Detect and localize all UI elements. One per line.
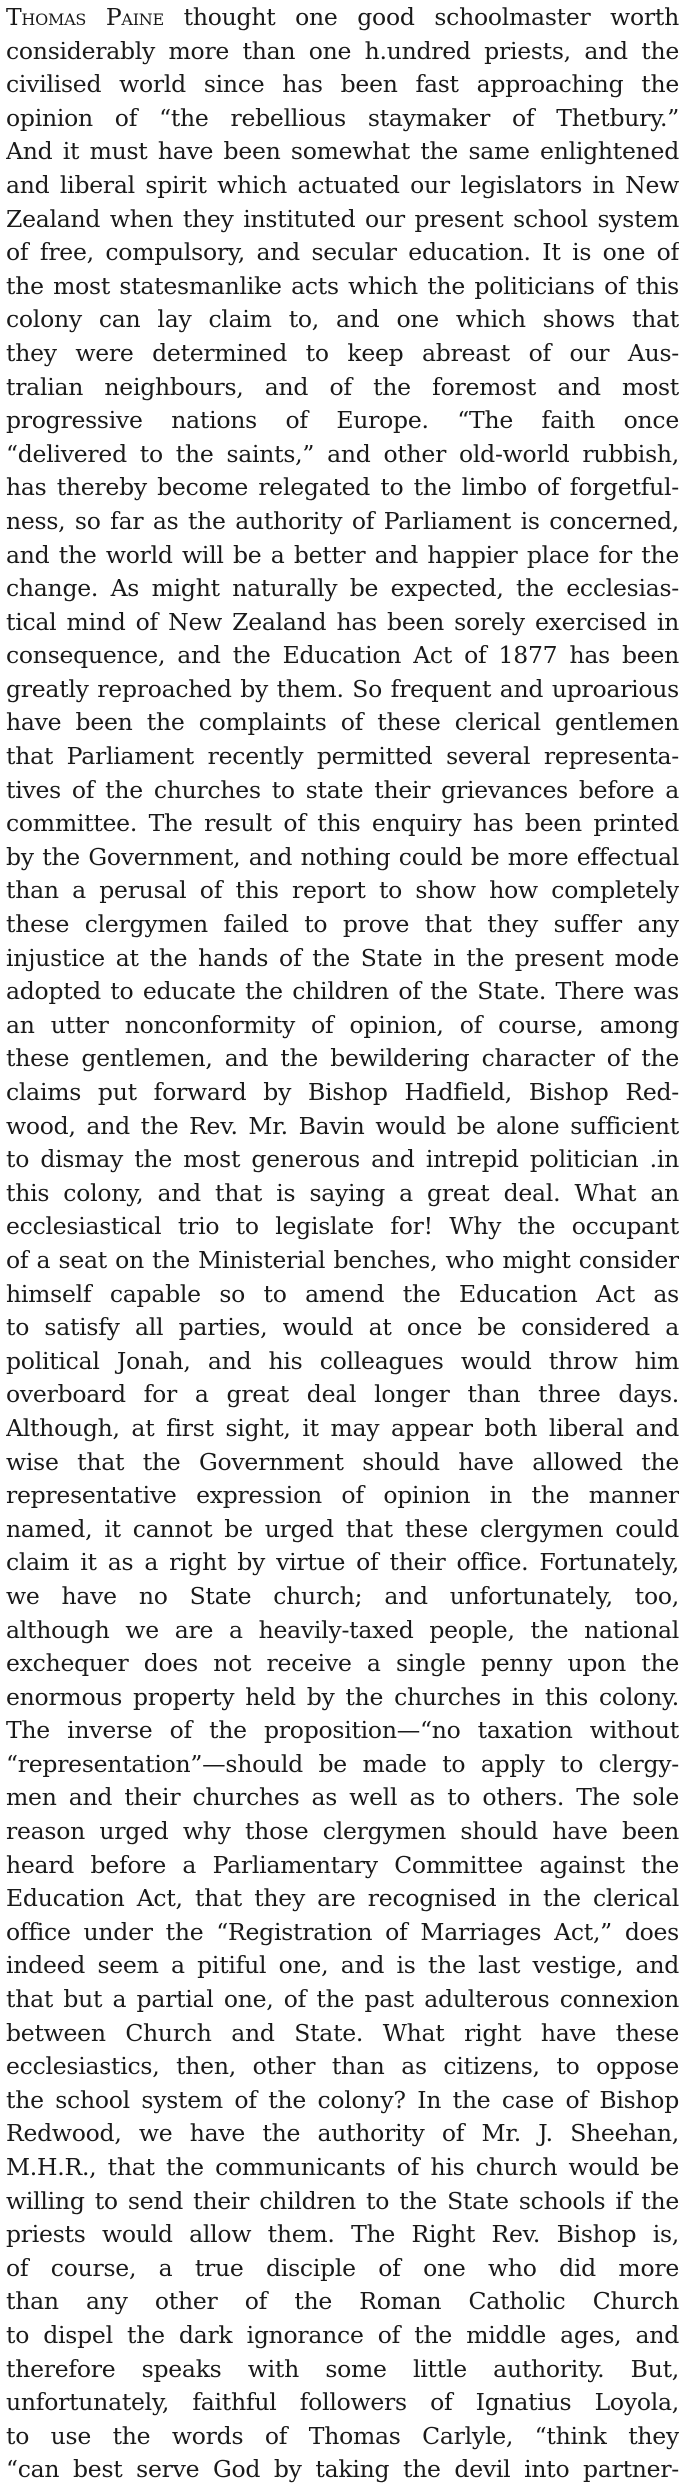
article-line: of a seat on the Ministerial benches, who might consider: [6, 1245, 679, 1274]
article-line: committee. The result of this enquiry has been printed: [6, 809, 679, 838]
article-line: named, it cannot be urged that these clergymen could: [6, 1514, 679, 1543]
article-line: change. As might naturally be expected, the ecclesias-: [6, 574, 679, 603]
article-line: we have no State church; and unfortunately, too,: [6, 1581, 679, 1610]
article-line: wise that the Government should have allowed the: [6, 1447, 679, 1476]
article-line: ness, so far as the authority of Parliament is concerned,: [6, 506, 679, 535]
article-line: claims put forward by Bishop Hadfield, Bishop Red-: [6, 1078, 679, 1106]
article-line: and liberal spirit which actuated our legislators in New: [6, 170, 679, 199]
article-line: to satisfy all parties, would at once be considered a: [6, 1313, 679, 1342]
article-line: himself capable so to amend the Education Act as: [6, 1279, 679, 1308]
opening-name: Thomas Paine: [6, 3, 164, 31]
article-line: men and their churches as well as to others. The sole: [6, 1783, 679, 1812]
article-line: tralian neighbours, and of the foremost and most: [6, 372, 679, 401]
article-line: opinion of “the rebellious staymaker of Thetbury.”: [6, 103, 679, 132]
article-line: an utter nonconformity of opinion, of course, among: [6, 1010, 679, 1039]
article-line: adopted to educate the children of the State. There was: [6, 977, 679, 1006]
article-line: heard before a Parliamentary Committee against the: [6, 1850, 679, 1879]
article-line: therefore speaks with some little authority. But,: [6, 2354, 679, 2383]
article-line: between Church and State. What right have these: [6, 2018, 679, 2047]
article-line: to use the words of Thomas Carlyle, “think they: [6, 2421, 679, 2450]
article-text: [6, 1, 679, 2487]
article-line: ecclesiastics, then, other than as citizens, to oppose: [6, 2052, 679, 2081]
article-line: these gentlemen, and the bewildering character of the: [6, 1044, 679, 1073]
article-line: representative expression of opinion in the manner: [6, 1481, 679, 1510]
article-line: enormous property held by the churches in this colony.: [6, 1682, 679, 1711]
article-line: The inverse of the proposition—“no taxation without: [6, 1716, 679, 1745]
article-line: priests would allow them. The Right Rev. Bishop is,: [6, 2220, 679, 2249]
article-line: Zealand when they instituted our present school system: [6, 204, 679, 233]
article-line: And it must have been somewhat the same enlightened: [6, 137, 679, 166]
article-line: [6, 1, 679, 35]
article-line: that Parliament recently permitted several representa-: [6, 742, 679, 771]
article-line: this colony, and that is saying a great deal. What an: [6, 1178, 679, 1207]
article-line: exchequer does not receive a single penny upon the: [6, 1649, 679, 1678]
article-line: office under the “Registration of Marriages Act,” does: [6, 1917, 679, 1946]
article-line: ecclesiastical trio to legislate for! Why the occupant: [6, 1212, 679, 1241]
article-line: greatly reproached by them. So frequent and uproarious: [6, 674, 679, 703]
article-line: injustice at the hands of the State in the present mode: [6, 943, 679, 972]
article-line: “can best serve God by taking the devil into partner-: [6, 2455, 679, 2484]
article-line: progressive nations of Europe. “The faith once: [6, 406, 679, 435]
article-line: “delivered to the saints,” and other old-world rubbish,: [6, 439, 679, 468]
article-line: they were determined to keep abreast of our Aus-: [6, 338, 679, 367]
article-line: and the world will be a better and happier place for the: [6, 540, 679, 569]
article-line: of free, compulsory, and secular education. It is one of: [6, 238, 679, 267]
article-line: overboard for a great deal longer than three days.: [6, 1380, 679, 1409]
article-line: “representation”—should be made to apply to clergy-: [6, 1749, 679, 1778]
article-line: to dispel the dark ignorance of the middle ages, and: [6, 2320, 679, 2349]
article-line-text: thought one good schoolmaster worth: [163, 3, 679, 31]
article-line: by the Government, and nothing could be more effectual: [6, 842, 679, 871]
article-line: has thereby become relegated to the limbo of forgetful-: [6, 473, 679, 502]
article-line: willing to send their children to the State schools if the: [6, 2186, 679, 2215]
article-line: M.H.R., that the communicants of his church would be: [6, 2153, 679, 2181]
article-line: the school system of the colony? In the case of Bishop: [6, 2085, 679, 2114]
article-line: wood, and the Rev. Mr. Bavin would be alone sufficient: [6, 1111, 679, 1140]
article-line: Although, at first sight, it may appear both liberal and: [6, 1413, 679, 1442]
article-line: of course, a true disciple of one who did more: [6, 2253, 679, 2282]
article-line: tives of the churches to state their grievances before a: [6, 775, 679, 804]
article-line: civilised world since has been fast approaching the: [6, 70, 679, 99]
article-line: reason urged why those clergymen should have been: [6, 1817, 679, 1846]
article-line: the most statesmanlike acts which the politicians of this: [6, 271, 679, 300]
article-line: although we are a heavily-taxed people, the national: [6, 1615, 679, 1644]
article-line: Redwood, we have the authority of Mr. J. Sheehan,: [6, 2119, 679, 2148]
article-line: unfortunately, faithful followers of Ignatius Loyola,: [6, 2388, 679, 2417]
article-line: Education Act, that they are recognised in the clerical: [6, 1884, 679, 1913]
article-line: considerably more than one h.undred priests, and the: [6, 36, 679, 65]
article-line: that but a partial one, of the past adulterous connexion: [6, 1985, 679, 2014]
article-line: than a perusal of this report to show how completely: [6, 876, 679, 905]
article-line: tical mind of New Zealand has been sorely exercised in: [6, 607, 679, 636]
article-line: consequence, and the Education Act of 1877 has been: [6, 641, 679, 670]
article-line: to dismay the most generous and intrepid politician .in: [6, 1145, 679, 1174]
article-line: claim it as a right by virtue of their office. Fortunately,: [6, 1548, 679, 1577]
article-line: than any other of the Roman Catholic Church: [6, 2287, 679, 2316]
article-line: political Jonah, and his colleagues would throw him: [6, 1346, 679, 1375]
article-line: these clergymen failed to prove that they suffer any: [6, 910, 679, 939]
article-line: colony can lay claim to, and one which shows that: [6, 305, 679, 334]
article-line: indeed seem a pitiful one, and is the last vestige, and: [6, 1951, 679, 1980]
article-line: have been the complaints of these clerical gentlemen: [6, 708, 679, 737]
